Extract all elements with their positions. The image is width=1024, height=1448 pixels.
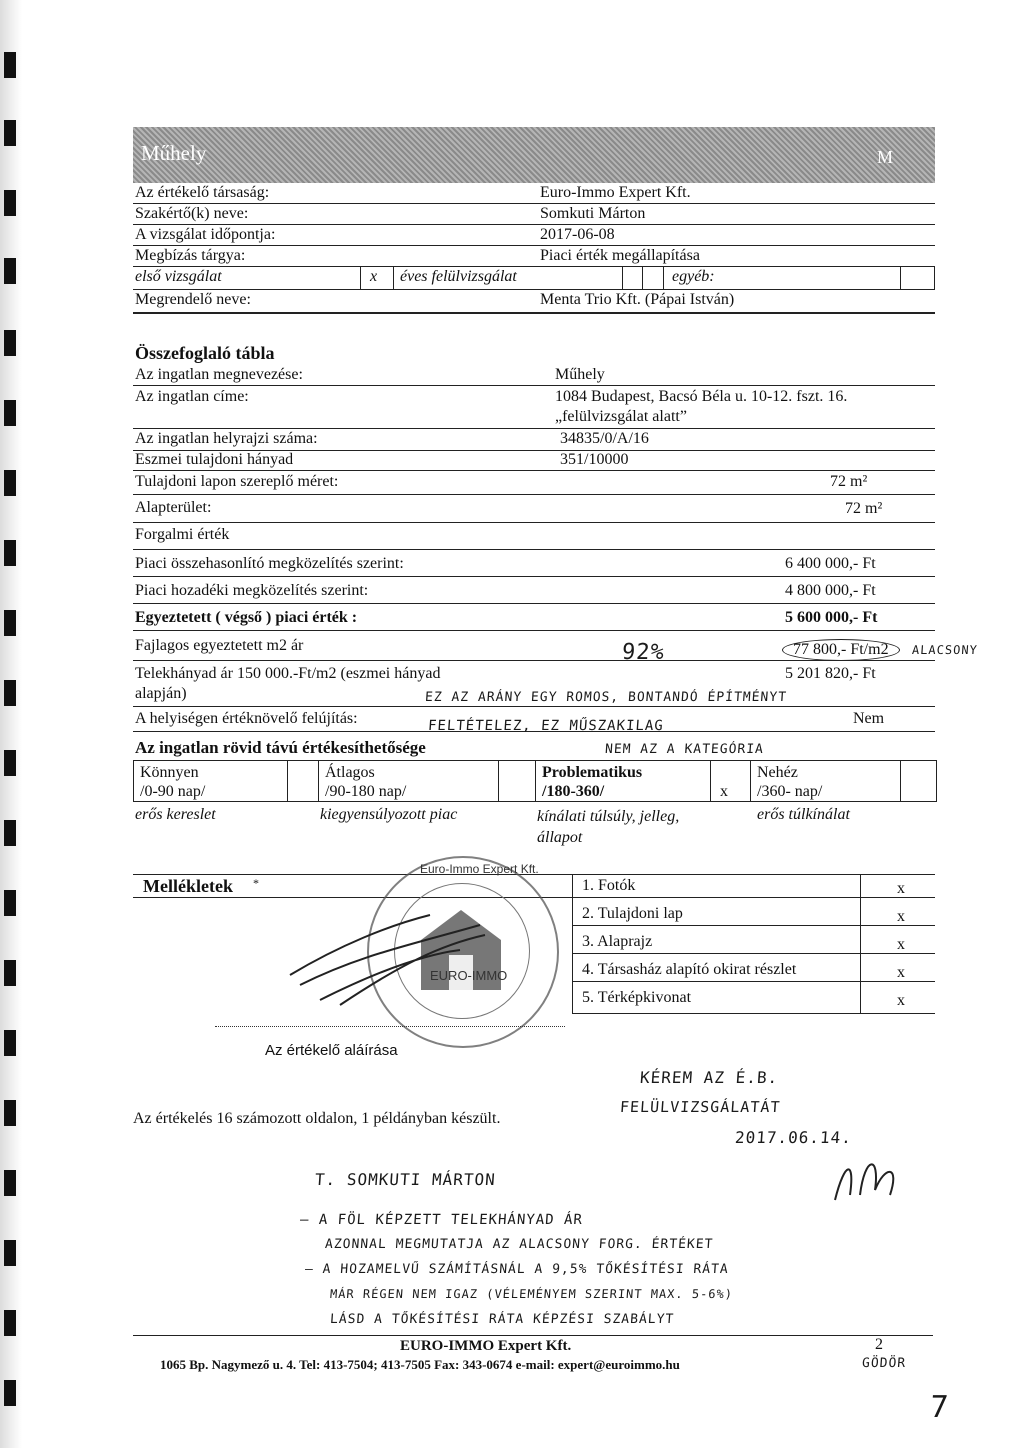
handwritten-comment-4: MÁR RÉGEN NEM IGAZ (VÉLEMÉNYEM SZERINT MAX. 5-6%) xyxy=(329,1287,734,1301)
property-address-value: 1084 Budapest, Bacsó Béla u. 10-12. fszt. 16. xyxy=(555,388,848,405)
attachment-3-mark: x xyxy=(897,936,905,953)
liquidity-problematic-name: Problematikus xyxy=(542,764,643,781)
unit-price-value: 77 800,- Ft/m2 xyxy=(782,639,900,661)
liquidity-title: Az ingatlan rövid távú értékesíthetősége xyxy=(135,738,426,757)
attachment-3: 3. Alaprajz xyxy=(582,933,653,950)
info-date-label: A vizsgálat időpontja: xyxy=(135,226,276,243)
handwritten-name: T. SOMKUTI MÁRTON xyxy=(314,1170,497,1189)
lot-number-label: Az ingatlan helyrajzi száma: xyxy=(135,430,318,447)
signature-scribble-icon xyxy=(280,905,500,1015)
liquidity-easy-range: /0-90 nap/ xyxy=(140,783,206,800)
attachment-1: 1. Fotók xyxy=(582,877,636,894)
page-count-note: Az értékelés 16 számozott oldalon, 1 példányban készült. xyxy=(133,1110,501,1127)
renovation-label: A helyiségen értéknövelő felújítás: xyxy=(135,710,358,727)
liquidity-hard-note: erős túlkínálat xyxy=(757,806,850,823)
handwritten-comment-1: — A FÖL KÉPZETT TELEKHÁNYAD ÁR xyxy=(299,1212,584,1228)
handwritten-footer-signature: GÖDÖR xyxy=(861,1356,907,1371)
floor-area-label: Alapterület: xyxy=(135,499,212,516)
ownership-share-label: Eszmei tulajdoni hányad xyxy=(135,451,294,468)
floor-area-value: 72 m² xyxy=(845,500,883,517)
attachment-4-mark: x xyxy=(897,964,905,981)
property-address-label: Az ingatlan címe: xyxy=(135,388,249,405)
attachment-5: 5. Térképkivonat xyxy=(582,989,692,1006)
handwritten-comment-2: AZONNAL MEGMUTATJA AZ ALACSONY FORG. ÉRTÉKET xyxy=(324,1237,714,1252)
section-code: M xyxy=(877,147,894,167)
handwritten-signature-icon xyxy=(830,1150,910,1210)
attachment-2-mark: x xyxy=(897,908,905,925)
deed-size-value: 72 m² xyxy=(830,473,868,490)
handwritten-request-2: FELÜLVIZSGÁLATÁT xyxy=(619,1098,782,1116)
handwritten-page-mark: 7 xyxy=(928,1390,951,1425)
deed-size-label: Tulajdoni lapon szereplő méret: xyxy=(135,473,339,490)
footer-address: 1065 Bp. Nagymező u. 4. Tel: 413-7504; 413-7505 Fax: 343-0674 e-mail: expert@euroimmo.hu xyxy=(160,1357,680,1372)
info-subject-label: Megbízás tárgya: xyxy=(135,247,246,264)
handwritten-lower: ALACSONY xyxy=(911,643,979,657)
ownership-share-value: 351/10000 xyxy=(560,451,629,468)
stamp-ring-text: Euro-Immo Expert Kft. xyxy=(420,862,539,876)
handwritten-comment-3: — A HOZAMELVŰ SZÁMÍTÁSNÁL A 9,5% TŐKÉSÍTÉSI RÁTA xyxy=(304,1262,730,1277)
plot-price-label-1: Telekhányad ár 150 000.-Ft/m2 (eszmei hányad xyxy=(135,665,441,682)
liquidity-average-range: /90-180 nap/ xyxy=(325,783,407,800)
section-header-bar xyxy=(133,127,935,183)
unit-price-label: Fajlagos egyeztetett m2 ár xyxy=(135,637,304,654)
property-address-note: „felülvizsgálat alatt” xyxy=(555,408,687,425)
info-expert-label: Szakértő(k) neve: xyxy=(135,205,249,222)
comparison-approach-value: 6 400 000,- Ft xyxy=(785,555,876,572)
income-approach-label: Piaci hozadéki megközelítés szerint: xyxy=(135,582,369,599)
attachments-star: * xyxy=(253,876,259,890)
liquidity-hard-name: Nehéz xyxy=(757,764,798,781)
info-company-label: Az értékelő társaság: xyxy=(135,184,270,201)
property-name-label: Az ingatlan megnevezése: xyxy=(135,366,303,383)
attachment-2: 2. Tulajdoni lap xyxy=(582,905,683,922)
attachment-5-mark: x xyxy=(897,992,905,1009)
info-company-value: Euro-Immo Expert Kft. xyxy=(540,184,691,201)
signature-label: Az értékelő aláírása xyxy=(265,1042,398,1059)
info-date-value: 2017-06-08 xyxy=(540,226,615,243)
stamp-center-text: EURO-IMMO xyxy=(430,968,508,983)
handwritten-percent: 92% xyxy=(621,640,666,665)
info-subject-value: Piaci érték megállapítása xyxy=(540,247,700,264)
summary-title: Összefoglaló tábla xyxy=(135,343,275,363)
section-title: Műhely xyxy=(141,141,207,165)
comparison-approach-label: Piaci összehasonlító megközelítés szerint: xyxy=(135,555,404,572)
liquidity-problematic-mark: x xyxy=(720,783,728,800)
income-approach-value: 4 800 000,- Ft xyxy=(785,582,876,599)
agreed-value-value: 5 600 000,- Ft xyxy=(785,609,878,626)
liquidity-hard-range: /360- nap/ xyxy=(757,783,823,800)
renovation-value: Nem xyxy=(853,710,885,727)
handwritten-request-1: KÉREM AZ É.B. xyxy=(639,1068,779,1087)
liquidity-average-note: kiegyensúlyozott piac xyxy=(320,806,458,823)
liquidity-average-name: Átlagos xyxy=(325,764,375,781)
attachment-1-mark: x xyxy=(897,880,905,897)
option-other: egyéb: xyxy=(672,268,715,285)
plot-price-label-2: alapján) xyxy=(135,685,187,702)
handwritten-comment-5: LÁSD A TŐKÉSÍTÉSI RÁTA KÉPZÉSI SZABÁLYT xyxy=(329,1312,675,1327)
handwritten-renovation-note: FELTÉTELEZ, EZ MŰSZAKILAG xyxy=(427,718,665,734)
lot-number-value: 34835/0/A/16 xyxy=(560,430,649,447)
handwritten-plot-note: EZ AZ ARÁNY EGY ROMOS, BONTANDÓ ÉPÍTMÉNYT xyxy=(424,690,788,705)
liquidity-easy-note: erős kereslet xyxy=(135,806,216,823)
handwritten-request-date: 2017.06.14. xyxy=(734,1128,853,1147)
signature-line xyxy=(215,1026,565,1027)
info-expert-value: Somkuti Márton xyxy=(540,205,646,222)
liquidity-problematic-range: /180-360/ xyxy=(542,783,605,800)
info-client-value: Menta Trio Kft. (Pápai István) xyxy=(540,291,735,308)
market-value-label: Forgalmi érték xyxy=(135,526,230,543)
agreed-value-label: Egyeztetett ( végső ) piaci érték : xyxy=(135,609,358,626)
handwritten-liquidity-note: NEM AZ A KATEGÓRIA xyxy=(604,742,765,757)
option-first-inspection: első vizsgálat xyxy=(135,268,222,285)
attachment-4: 4. Társasház alapító okirat részlet xyxy=(582,961,797,978)
attachments-title: Mellékletek xyxy=(143,876,233,896)
footer-page-number: 2 xyxy=(875,1336,883,1353)
plot-price-value: 5 201 820,- Ft xyxy=(785,665,876,682)
binder-edge xyxy=(0,0,22,1448)
option-annual-review: éves felülvizsgálat xyxy=(400,268,517,285)
liquidity-easy-name: Könnyen xyxy=(140,764,199,781)
liquidity-problematic-note: kínálati túlsúly, jelleg, állapot xyxy=(537,808,680,846)
footer-company: EURO-IMMO Expert Kft. xyxy=(400,1338,572,1354)
info-client-label: Megrendelő neve: xyxy=(135,291,251,308)
property-name-value: Műhely xyxy=(555,366,605,383)
option-first-mark: x xyxy=(370,268,378,285)
